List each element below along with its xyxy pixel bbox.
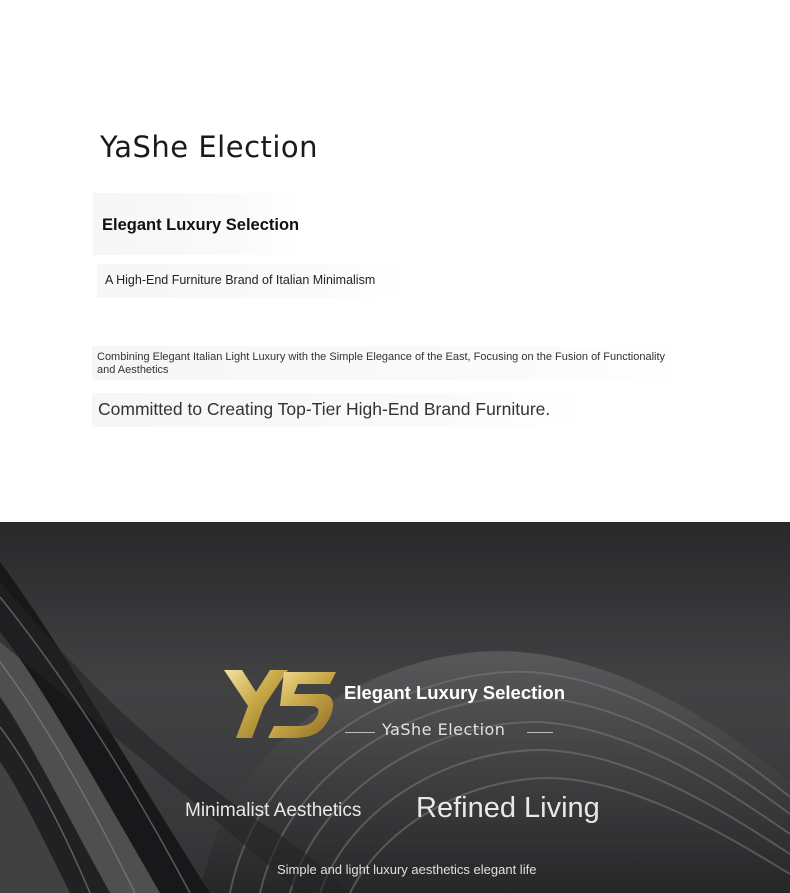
divider-left — [345, 732, 375, 733]
banner-brand-name: YaShe Election — [382, 720, 506, 739]
subtitle: Elegant Luxury Selection — [102, 216, 300, 234]
banner-brand-row — [345, 720, 553, 744]
ys-gold-logo-icon — [222, 668, 338, 740]
tagline: A High-End Furniture Brand of Italian Minimalism — [105, 273, 376, 287]
banner-title: Elegant Luxury Selection — [344, 682, 566, 703]
hero-banner — [0, 522, 790, 893]
phrase-minimalist: Minimalist Aesthetics — [185, 800, 362, 821]
banner-slogan: Simple and light luxury aesthetics elegant life — [277, 862, 537, 877]
phrase-refined: Refined Living — [416, 792, 600, 824]
architecture-background — [0, 522, 790, 893]
divider-right — [527, 732, 553, 733]
brand-title: YaShe Election — [100, 130, 319, 164]
commitment-text: Committed to Creating Top-Tier High-End Brand Furniture. — [98, 399, 551, 419]
description: Combining Elegant Italian Light Luxury with the Simple Elegance of the East, Focusing on the Fusion of Functionality and Aesthetics — [97, 351, 666, 376]
